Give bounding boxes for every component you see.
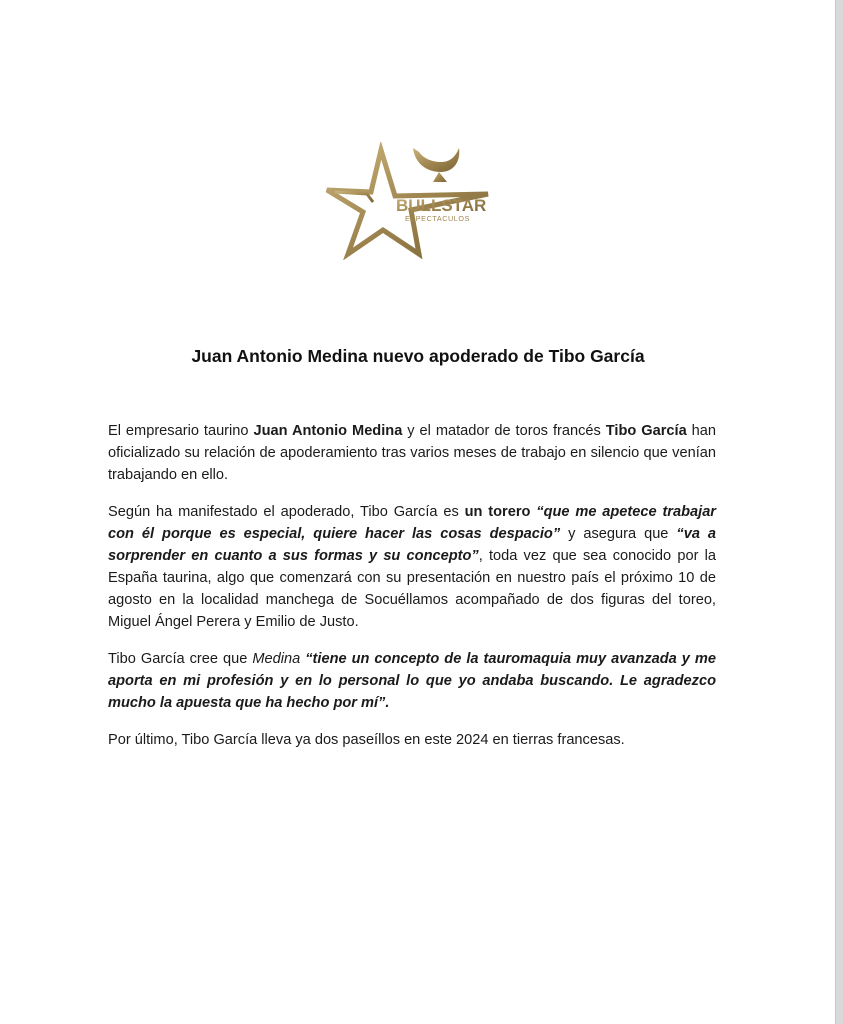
p2-bold-1: un torero	[464, 504, 531, 520]
p1-text-1: El empresario taurino	[108, 423, 254, 439]
paragraph-3	[108, 648, 716, 714]
p2-quote-2: “va a sorprender en cuanto a sus formas y su concepto”	[108, 526, 717, 564]
p1-text-2: y el matador de toros francés	[402, 423, 606, 439]
p4-text-1: Por último, Tibo García lleva ya dos paseíllos en este 2024 en tierras francesas.	[108, 732, 625, 748]
p1-bold-1: Juan Antonio Medina	[253, 423, 403, 439]
article-body	[108, 420, 716, 766]
paragraph-1	[108, 420, 716, 486]
p2-text-1: Según ha manifestado el apoderado, Tibo García es	[108, 504, 465, 520]
bullstar-logo	[323, 142, 495, 260]
bullstar-star-horns-icon	[323, 142, 495, 260]
page-title: Juan Antonio Medina nuevo apoderado de Tibo García	[191, 346, 645, 366]
p2-quote-1: “que me apetece trabajar con él porque es especial, quiere hacer las cosas despacio”	[108, 504, 716, 542]
p2-text-4: , toda vez que sea conocido por la España taurina, algo que comenzará con su presentación en nuestro país el próximo 10 de agosto en la localidad manchega de Socuéllamos acompañado de dos figuras del toreo, Miguel Ángel Perera y Emilio de Justo.	[108, 548, 716, 630]
scrollbar-track[interactable]	[835, 0, 843, 1024]
p3-text-1: Tibo García cree que	[108, 651, 253, 667]
p1-bold-2: Tibo García	[605, 423, 687, 439]
paragraph-4	[108, 729, 716, 751]
logo-sub-text: ESPECTACULOS	[405, 214, 470, 223]
p3-quote-1: “tiene un concepto de la tauromaquia muy avanzada y me aporta en mi profesión y en lo personal lo que yo andaba buscando. Le agradezco mucho la apuesta que ha hecho por mí”.	[108, 651, 716, 711]
paragraph-2	[108, 501, 716, 633]
p1-text-3: han oficializado su relación de apoderamiento tras varios meses de trabajo en silencio que venían trabajando en ello.	[108, 423, 717, 483]
p3-italic-1: Medina	[252, 651, 301, 667]
p2-text-3: y asegura que	[560, 526, 677, 542]
logo-brand-text: BULLSTAR	[396, 196, 487, 215]
